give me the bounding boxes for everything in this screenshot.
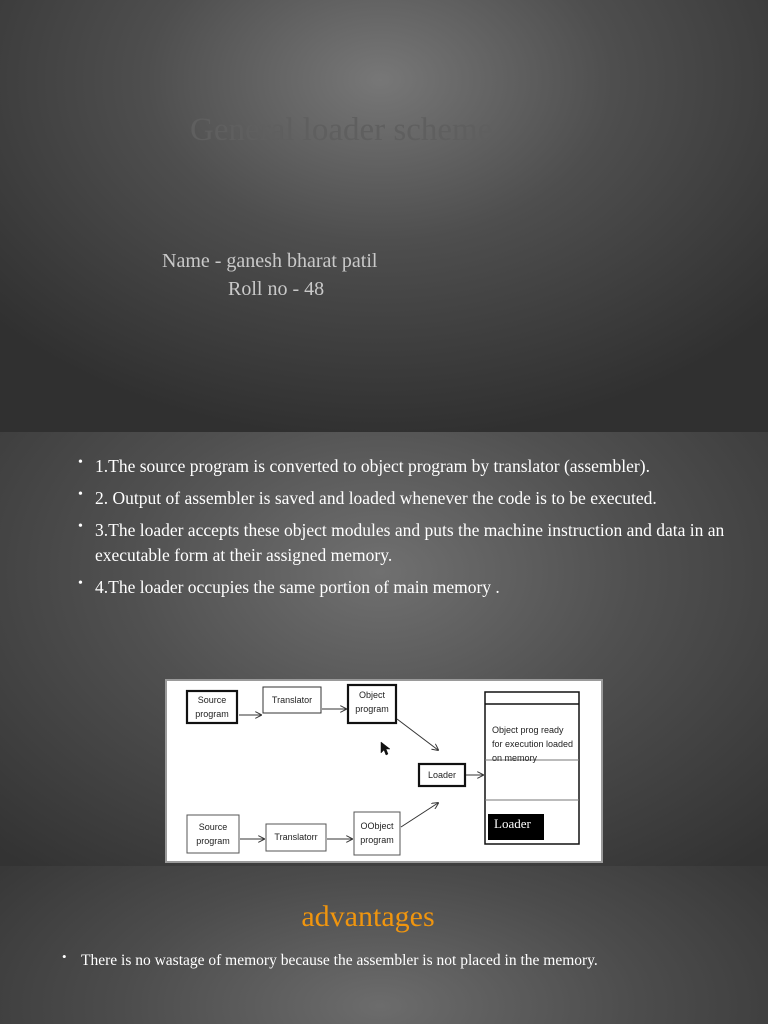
- bullet-item: • 2. Output of assembler is saved and loaded whenever the code is to be executed.: [78, 486, 758, 511]
- bullet-item: • 1.The source program is converted to object program by translator (assembler).: [78, 454, 758, 479]
- bullet-dot-icon: •: [78, 519, 83, 534]
- advantage-bullet: • There is no wastage of memory because the assembler is not placed in the memory.: [62, 949, 598, 969]
- title-slide: [0, 0, 768, 432]
- source-program-label-2: Source program: [196, 822, 230, 846]
- loader-scheme-diagram: [165, 679, 603, 863]
- object-program-label-1: Object program: [355, 690, 389, 714]
- bullet-item: • 3.The loader accepts these object modules and puts the machine instruction and data in an executable form at their assigned memory.: [78, 518, 758, 568]
- bullet-dot-icon: •: [78, 487, 83, 502]
- loader-explanation-slide: [0, 432, 768, 866]
- memory-description: Object prog ready for execution loaded on memory: [492, 725, 574, 763]
- advantages-title: advantages: [301, 900, 435, 933]
- roll-number: Roll no - 48: [228, 278, 325, 300]
- arrow: [401, 803, 438, 827]
- bullet-dot-icon: •: [62, 949, 67, 964]
- slide-title: General loader scheme: [190, 112, 493, 148]
- bullet-list: [78, 454, 758, 607]
- translator-label-1: Translator: [271, 695, 313, 705]
- loader-label: Loader: [427, 770, 457, 780]
- object-program-label-2: OObject program: [360, 821, 394, 845]
- advantages-slide: [0, 866, 768, 1024]
- arrow: [397, 719, 438, 750]
- bullet-dot-icon: •: [78, 576, 83, 591]
- author-name: Name - ganesh bharat patil: [162, 250, 378, 272]
- bullet-item: • 4.The loader occupies the same portion of main memory .: [78, 575, 758, 600]
- source-program-label-1: Source program: [195, 695, 229, 719]
- cursor-icon: [381, 742, 390, 755]
- bullet-dot-icon: •: [78, 455, 83, 470]
- memory-loader-region: Loader: [488, 814, 544, 840]
- translator-label-2: Translatorr: [274, 832, 318, 842]
